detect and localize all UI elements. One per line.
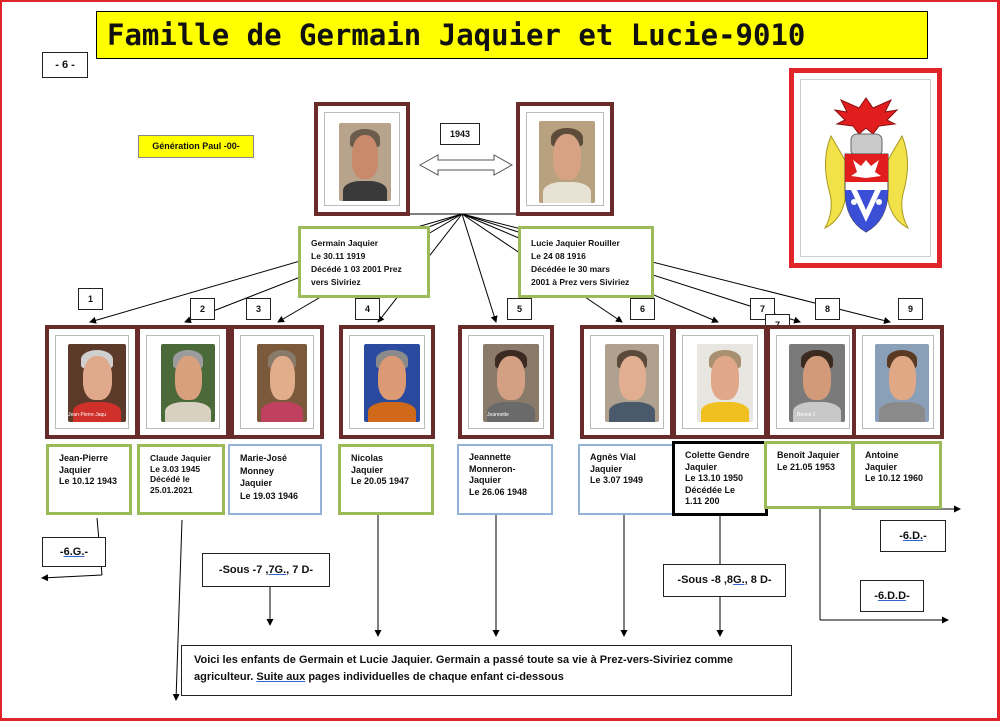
child-3-line-3: Le 19.03 1946 [240,490,299,501]
ref-6g-post: - [84,546,89,558]
father-portrait [339,123,391,201]
child-info-7a [672,441,768,516]
child-photo-caption-5: Jeannette [487,412,509,418]
child-6-line-0: Agnès Vial [590,452,636,462]
child-photo-1 [45,325,139,439]
ref-6dd-link[interactable] [860,580,924,612]
ref-6dd-pre: - [874,590,878,602]
ref-6d-anchor[interactable]: 6.D. [902,530,924,542]
mother-info [518,226,654,298]
child-number-3: 3 [246,298,271,320]
child-info-2 [137,444,225,515]
ref-6d-post: - [923,530,927,542]
child-7a-line-0: Colette Gendre [685,450,750,460]
child-photo-7a [672,325,768,439]
note-line-2-post: pages individuelles de chaque enfant ci-dessous [305,671,564,683]
child-7a-line-3: Décédée Le [685,484,736,495]
child-7b-line-0: Benoît Jaquier [777,450,840,460]
child-3-line-0: Marie-José [240,453,288,463]
child-info-6 [578,444,674,515]
child-8-line-1: Jaquier [865,461,898,472]
child-info-7b [764,441,854,509]
child-photo-9 [852,325,944,439]
mother-line-1: Le 24 08 1916 [531,251,586,261]
father-line-1: Le 30.11 1919 [311,251,366,261]
ref-6g-anchor[interactable]: 6.G. [63,546,85,558]
ref-6d-pre: - [899,530,903,542]
child-number-6: 6 [630,298,655,320]
child-4-line-0: Nicolas [351,453,384,463]
child-photo-caption-1: Jean-Pierre Jaqu [68,412,107,418]
ref-sous8-anchor[interactable]: G., [733,574,748,586]
child-number-5: 5 [507,298,532,320]
ref-sous7-post: 7 D- [289,564,314,576]
ref-6g-link[interactable] [42,537,106,567]
child-3-line-1: Monney [240,465,275,476]
child-info-1 [46,444,132,515]
child-number-2: 2 [190,298,215,320]
child-number-1: 1 [78,288,103,310]
child-8-line-2: Le 10.12 1960 [865,473,924,483]
child-4-line-2: Le 20.05 1947 [351,476,410,486]
note-line-2-link: Suite aux [256,671,306,683]
child-7a-line-2: Le 13.10 1950 [685,473,744,483]
child-2-line-3: 25.01.2021 [150,484,193,495]
ref-sous8-pre: -Sous -8 ,8 [677,574,734,586]
description-note [181,645,792,696]
marriage-year: 1943 [440,123,480,145]
child-8-line-0: Antoine [865,450,899,460]
ref-6d-link[interactable] [880,520,946,552]
child-5-line-3: Le 26.06 1948 [469,486,528,497]
ref-6dd-anchor[interactable]: 6.D.D [877,590,907,602]
child-photo-6 [580,325,674,439]
child-2-line-1: Le 3.03 1945 [150,463,201,474]
ref-6dd-post: - [906,590,910,602]
child-1-line-2: Le 10.12 1943 [59,476,118,486]
child-number-8: 8 [815,298,840,320]
child-7a-line-1: Jaquier [685,461,718,472]
mother-line-0: Lucie Jaquier Rouiller [531,238,620,248]
child-5-line-1: Monneron- [469,463,516,474]
ref-sous7-link[interactable] [202,553,330,587]
child-6-line-2: Le 3.07 1949 [590,475,644,485]
mother-photo [516,102,614,216]
child-photo-caption-7b: Benoit J [797,412,816,418]
child-photo-5 [458,325,554,439]
generation-label: Génération Paul -00- [138,135,254,158]
page-title: Famille de Germain Jaquier et Lucie-9010 [96,11,928,59]
child-2-line-0: Claude Jaquier [150,453,211,463]
child-5-line-0: Jeannette [469,452,512,462]
child-photo-7b [766,325,860,439]
child-2-line-2: Décédé le [150,474,190,484]
ref-sous8-post: 8 D- [747,574,772,586]
ref-sous7-pre: -Sous -7 , [218,564,269,576]
child-number-4: 4 [355,298,380,320]
child-6-line-1: Jaquier [590,463,623,474]
child-4-line-1: Jaquier [351,464,384,475]
child-3-line-2: Jaquier [240,478,273,488]
child-7b-line-1: Le 21.05 1953 [777,461,836,472]
father-info [298,226,430,298]
ref-sous7-anchor[interactable]: 7G., [268,564,290,576]
child-1-line-1: Jaquier [59,464,92,475]
child-1-line-0: Jean-Pierre [59,453,109,463]
child-photo-3 [230,325,324,439]
note-line-1: Voici les enfants de Germain et Lucie Jaquier. Germain a passé toute sa vie à Prez-vers-Siviriez comme [194,654,734,666]
father-line-3: vers Siviriez [311,277,361,287]
child-info-3 [228,444,322,515]
mother-line-3: 2001 à Prez vers Siviriez [531,277,630,287]
child-photo-4 [339,325,435,439]
child-info-5 [457,444,553,515]
note-line-2 [194,669,785,686]
page-number: - 6 - [42,52,88,78]
note-line-2-pre: agriculteur. [194,671,257,683]
coat-of-arms-icon [801,80,932,258]
child-photo-2 [136,325,230,439]
coat-of-arms [789,68,942,268]
child-7a-line-4: 1.11 200 [685,496,720,506]
ref-sous8-link[interactable] [663,564,786,597]
father-photo [314,102,410,216]
child-number-9: 9 [898,298,923,320]
mother-portrait [539,121,595,203]
father-line-0: Germain Jaquier [311,238,379,248]
child-number-7a: 7 [750,298,775,320]
ref-6g-pre: - [59,546,64,558]
mother-line-2: Décédée le 30 mars [531,264,610,274]
child-5-line-2: Jaquier [469,475,502,485]
child-info-4 [338,444,434,515]
father-line-2: Décédé 1 03 2001 Prez [311,264,402,274]
marriage-double-arrow [420,155,512,175]
child-info-8 [852,441,942,509]
